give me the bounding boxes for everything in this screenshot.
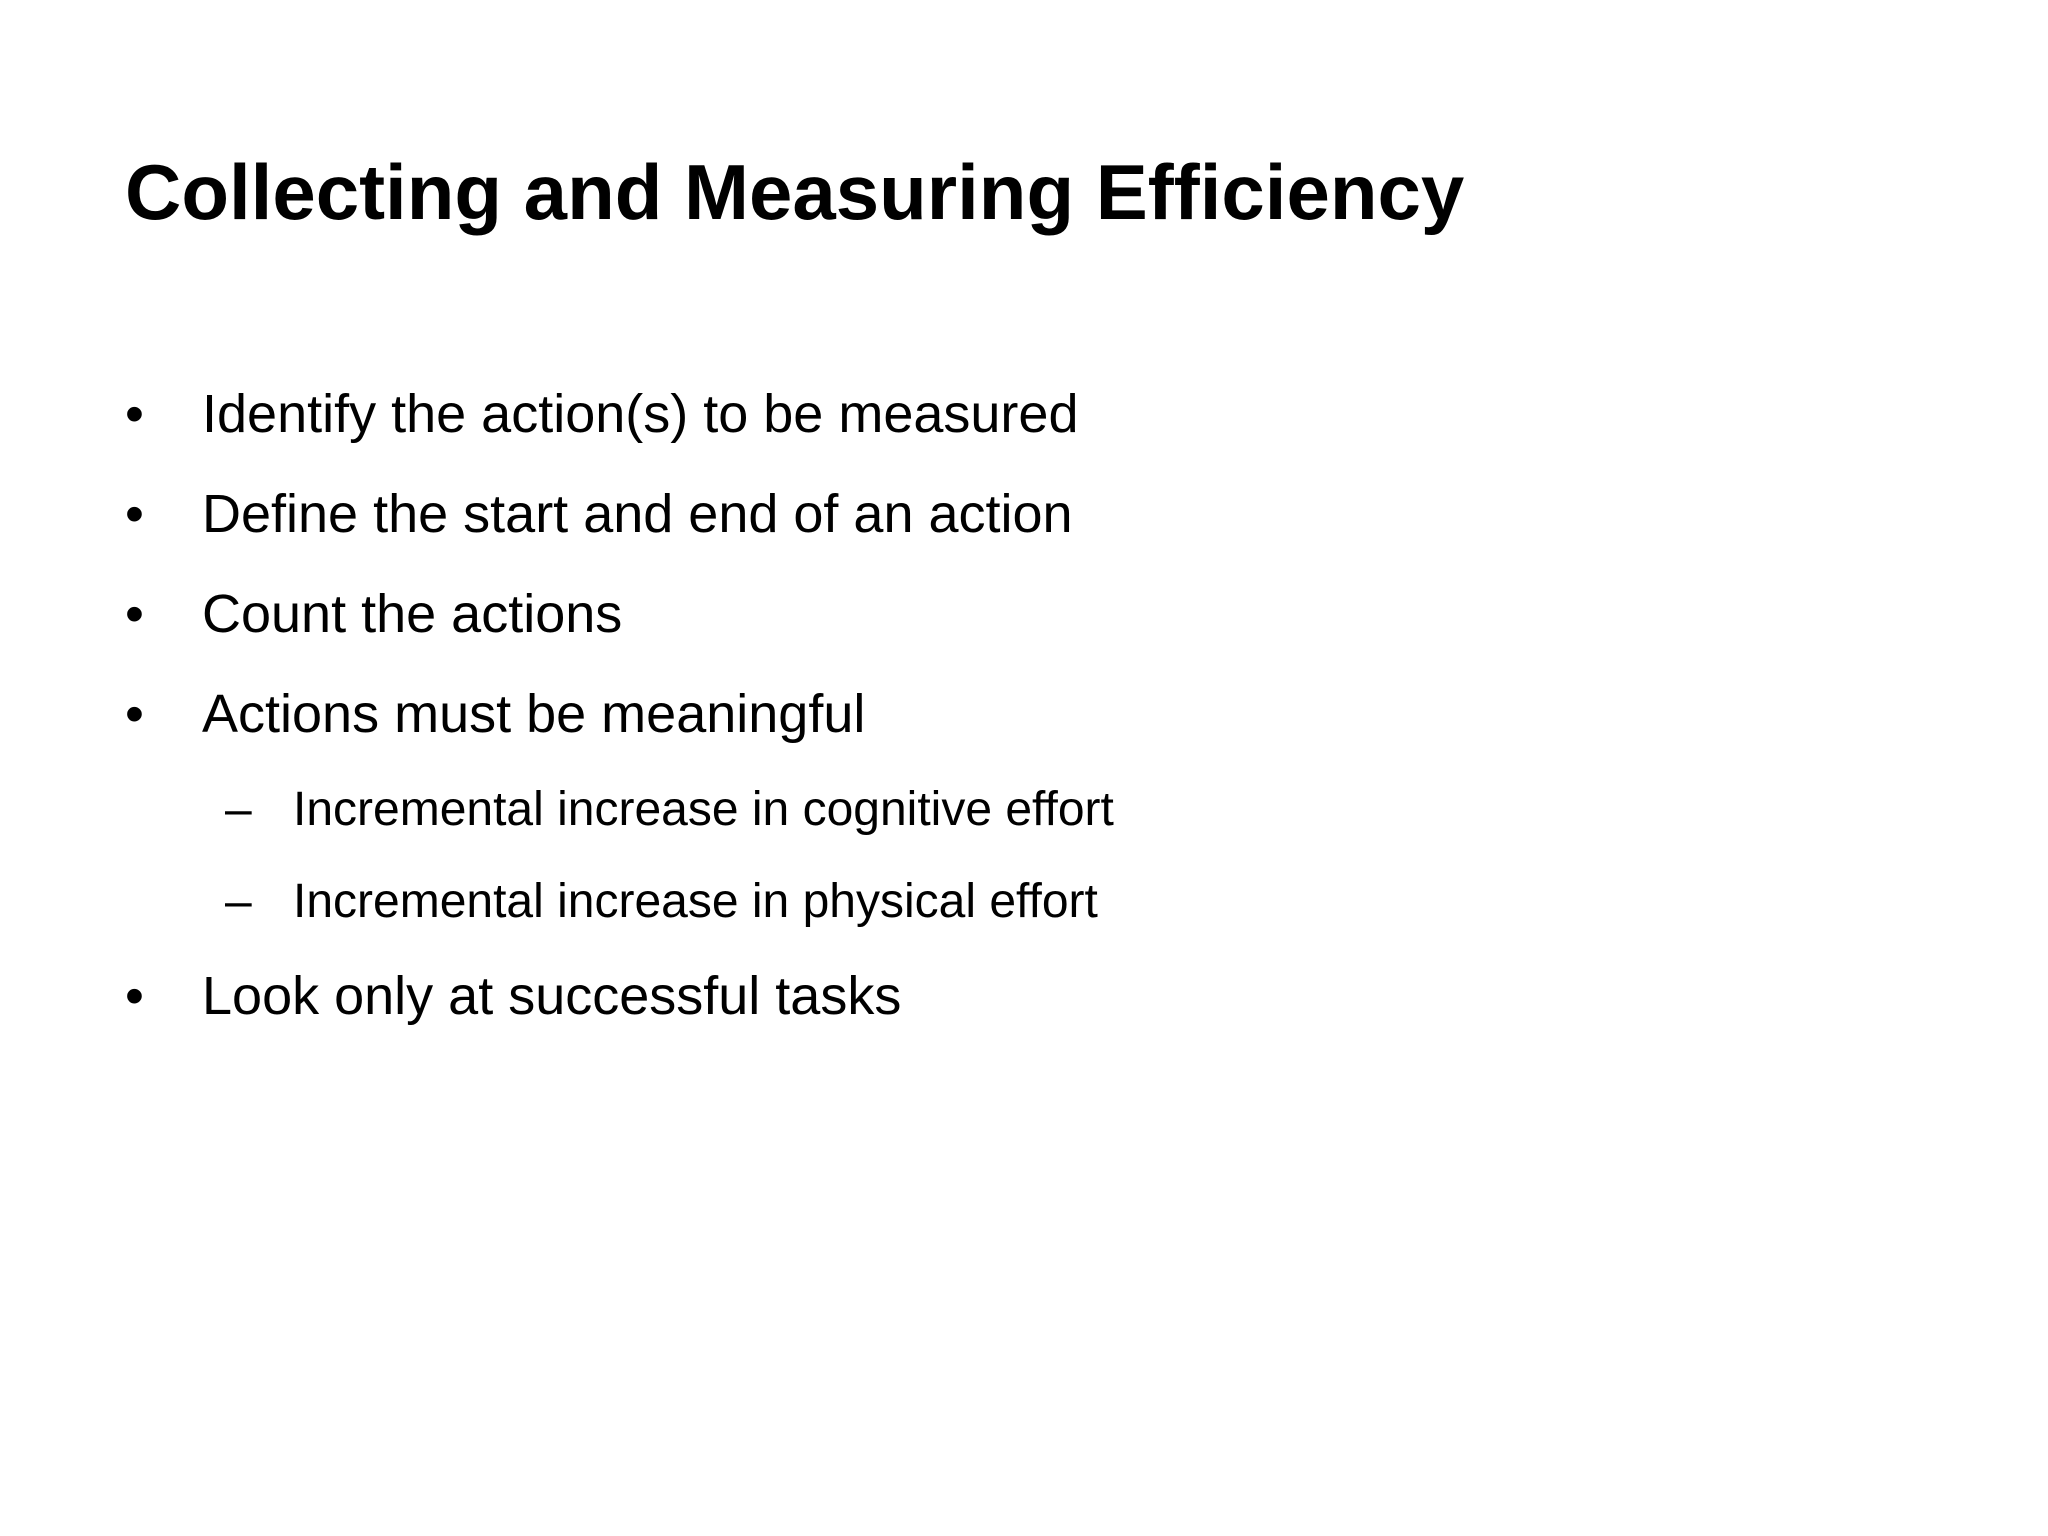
sub-bullet-marker: – [225, 783, 252, 836]
sub-bullet-marker: – [225, 875, 252, 928]
bullet-marker: • [125, 966, 144, 1026]
bullet-marker: • [125, 384, 144, 444]
bullet-marker: • [125, 684, 144, 744]
bullet-text: Actions must be meaningful [202, 684, 866, 744]
bullet-marker: • [125, 584, 144, 644]
sub-bullet-text: Incremental increase in cognitive effort [293, 783, 1114, 836]
bullet-text: Look only at successful tasks [202, 966, 902, 1026]
slide-title: Collecting and Measuring Efficiency [125, 148, 1465, 236]
sub-bullet-text: Incremental increase in physical effort [293, 875, 1098, 928]
bullet-text: Define the start and end of an action [202, 484, 1073, 544]
bullet-text: Count the actions [202, 584, 623, 644]
bullet-marker: • [125, 484, 144, 544]
bullet-text: Identify the action(s) to be measured [202, 384, 1079, 444]
